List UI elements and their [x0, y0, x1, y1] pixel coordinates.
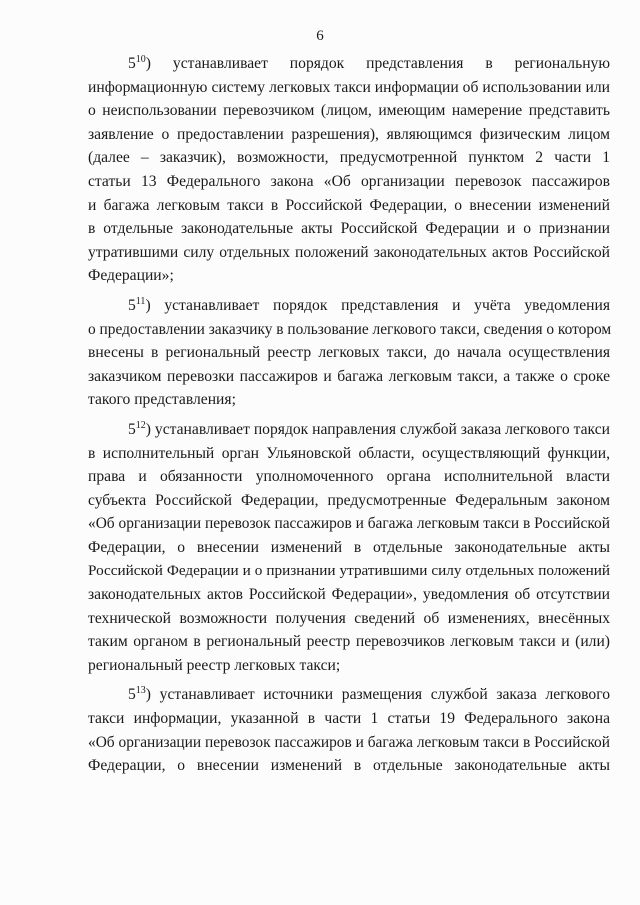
paragraph-line: технической возможности получения сведений об изменениях, внесённых — [88, 609, 610, 627]
paragraph-line: о неиспользовании перевозчиком (лицом, имеющим намерение представить — [88, 102, 610, 120]
document-body — [88, 52, 610, 778]
paragraph-line: (далее – заказчик), возможности, предусмотренной пунктом 2 части 1 — [88, 149, 610, 167]
paragraph-line: в отдельные законодательные акты Российской Федерации и о признании — [88, 220, 610, 238]
paragraph-5-11 — [88, 294, 610, 412]
paragraph-line: Российской Федерации и о признании утратившими силу отдельных положений — [88, 562, 610, 580]
paragraph-line: таким органом в региональный реестр перевозчиков легковым такси и (или) — [88, 633, 610, 651]
paragraph-line: информационную систему легковых такси информации об использовании или — [88, 78, 610, 96]
paragraph-5-10 — [88, 52, 610, 288]
paragraph-line: $5^{11}$) устанавливает порядок представления и учёта уведомления — [128, 295, 610, 314]
paragraph-line: $5^{12}$) устанавливает порядок направления службой заказа легкового такси — [128, 419, 610, 438]
item-superscript: 13 — [135, 685, 146, 697]
item-superscript: 10 — [135, 54, 146, 65]
paragraph-line: субъекта Российской Федерации, предусмотренные Федеральным законом — [88, 491, 610, 509]
paragraph-line: Федерации, о внесении изменений в отдельные законодательные акты — [88, 757, 610, 775]
paragraph-line: и багажа легковым такси в Российской Федерации, о внесении изменений — [88, 196, 610, 214]
paragraph-line: заказчиком перевозки пассажиров и багажа легковым такси, а также о сроке — [88, 367, 610, 385]
item-number: 5 — [128, 55, 136, 72]
paragraph-line: права и обязанности уполномоченного органа исполнительной власти — [88, 468, 610, 486]
paragraph-line: статьи 13 Федерального закона «Об организации перевозок пассажиров — [88, 172, 610, 190]
paragraph-5-12 — [88, 418, 610, 678]
paragraph-line: Федерации, о внесении изменений в отдельные законодательные акты — [88, 538, 610, 556]
paragraph-line: о предоставлении заказчику в пользование легкового такси, сведения о котором — [88, 320, 612, 338]
item-superscript: 12 — [135, 419, 146, 431]
item-number: 5 — [128, 686, 136, 704]
paragraph-line: внесены в региональный реестр легковых такси, до начала осуществления — [88, 344, 610, 362]
item-number: 5 — [128, 420, 136, 438]
paragraph-line: в исполнительный орган Ульяновской области, осуществляющий функции, — [88, 444, 610, 462]
page-number: 6 — [316, 28, 324, 44]
paragraph-line: такого представления; — [88, 391, 236, 409]
paragraph-line: законодательных актов Российской Федерации», уведомления об отсутствии — [88, 586, 610, 604]
paragraph-5-13 — [88, 683, 610, 777]
paragraph-line: «Об организации перевозок пассажиров и багажа легковым такси в Российской — [88, 515, 610, 533]
paragraph-line: «Об организации перевозок пассажиров и багажа легковым такси в Российской — [88, 733, 610, 751]
paragraph-line: $5^{13}$) устанавливает источники размещения службой заказа легкового — [128, 685, 610, 704]
paragraph-line: $5^{10}$) устанавливает порядок представления в региональную — [128, 54, 610, 72]
item-superscript: 11 — [135, 295, 146, 307]
paragraph-line: заявление о предоставлении разрешения), являющимся физическим лицом — [88, 125, 610, 143]
paragraph-line: региональный реестр легковых такси; — [88, 656, 341, 674]
paragraph-line: такси информации, указанной в части 1 статьи 19 Федерального закона — [88, 710, 610, 728]
item-number: 5 — [128, 296, 136, 314]
paragraph-line: Федерации»; — [88, 267, 174, 285]
paragraph-line: утратившими силу отдельных положений законодательных актов Российской — [88, 243, 610, 261]
